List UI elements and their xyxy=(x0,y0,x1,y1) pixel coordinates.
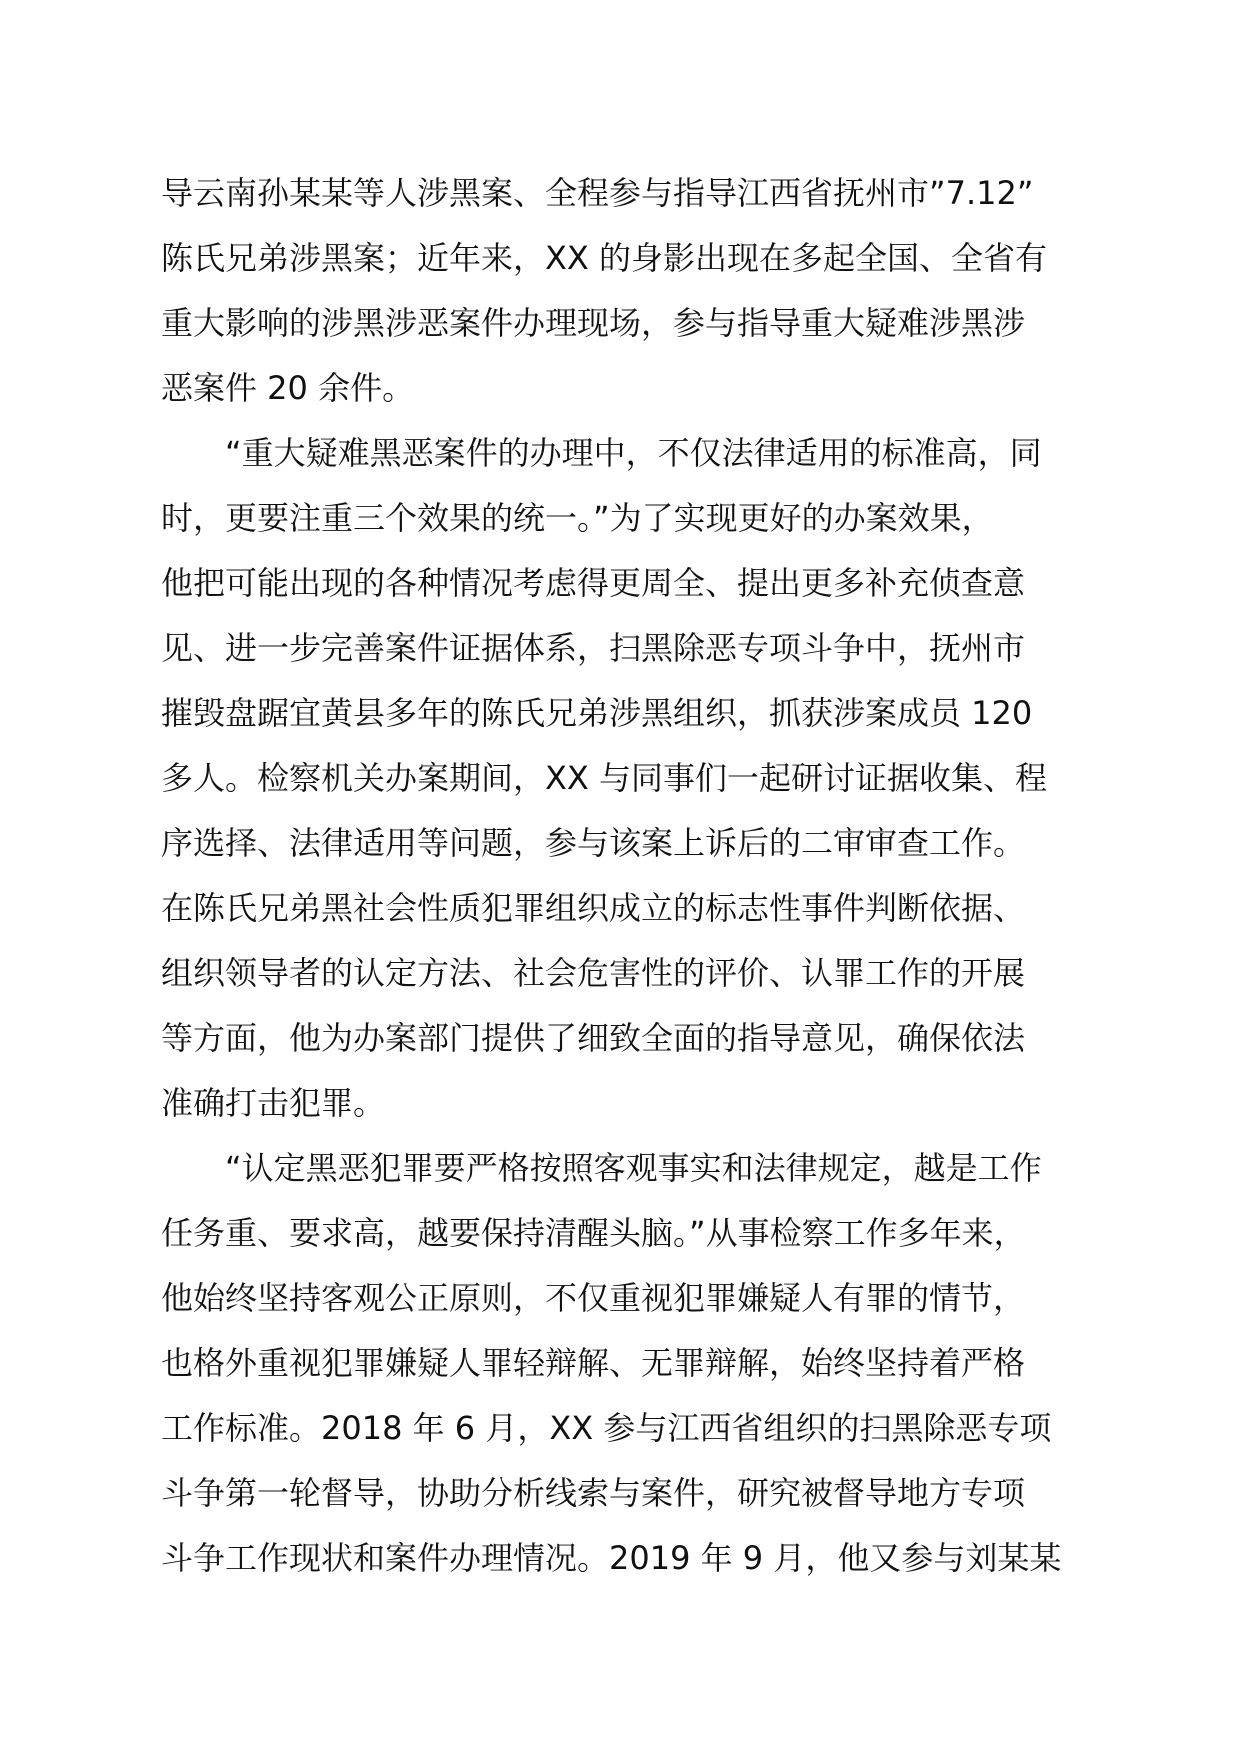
text-line: 重大影响的涉黑涉恶案件办理现场，参与指导重大疑难涉黑涉 xyxy=(161,304,1026,342)
text-line: 也格外重视犯罪嫌疑人罪轻辩解、无罪辩解，始终坚持着严格 xyxy=(161,1344,1026,1382)
text-line: 任务重、要求高，越要保持清醒头脑。”从事检察工作多年来， xyxy=(161,1214,1026,1252)
text-line: 工作标准。2018 年 6 月，XX 参与江西省组织的扫黑除恶专项 xyxy=(161,1409,1052,1447)
text-line: 斗争工作现状和案件办理情况。2019 年 9 月，他又参与刘某某 xyxy=(161,1539,1062,1577)
text-line: 准确打击犯罪。 xyxy=(161,1084,386,1122)
text-line: 他始终坚持客观公正原则，不仅重视犯罪嫌疑人有罪的情节， xyxy=(161,1279,1026,1317)
text-line: 序选择、法律适用等问题，参与该案上诉后的二审审查工作。 xyxy=(161,824,1026,862)
text-line: 斗争第一轮督导，协助分析线索与案件，研究被督导地方专项 xyxy=(161,1474,1026,1512)
text-line: 导云南孙某某等人涉黑案、全程参与指导江西省抚州市”7.12” xyxy=(161,174,1034,212)
paragraph-start-line: “重大疑难黑恶案件的办理中，不仅法律适用的标准高，同 xyxy=(225,434,1042,472)
paragraph-start-line: “认定黑恶犯罪要严格按照客观事实和法律规定，越是工作 xyxy=(225,1149,1042,1187)
text-line: 多人。检察机关办案期间，XX 与同事们一起研讨证据收集、程 xyxy=(161,759,1048,797)
text-line: 等方面，他为办案部门提供了细致全面的指导意见，确保依法 xyxy=(161,1019,1026,1057)
text-line: 摧毁盘踞宜黄县多年的陈氏兄弟涉黑组织，抓获涉案成员 120 xyxy=(161,694,1033,732)
text-line: 恶案件 20 余件。 xyxy=(161,369,415,407)
text-line: 见、进一步完善案件证据体系，扫黑除恶专项斗争中，抚州市 xyxy=(161,629,1026,667)
text-line: 时，更要注重三个效果的统一。”为了实现更好的办案效果， xyxy=(161,499,994,537)
text-line: 组织领导者的认定方法、社会危害性的评价、认罪工作的开展 xyxy=(161,954,1026,992)
text-line: 陈氏兄弟涉黑案；近年来，XX 的身影出现在多起全国、全省有 xyxy=(161,239,1048,277)
document-body xyxy=(161,161,1121,1591)
text-line: 他把可能出现的各种情况考虑得更周全、提出更多补充侦查意 xyxy=(161,564,1026,602)
text-line: 在陈氏兄弟黑社会性质犯罪组织成立的标志性事件判断依据、 xyxy=(161,889,1026,927)
